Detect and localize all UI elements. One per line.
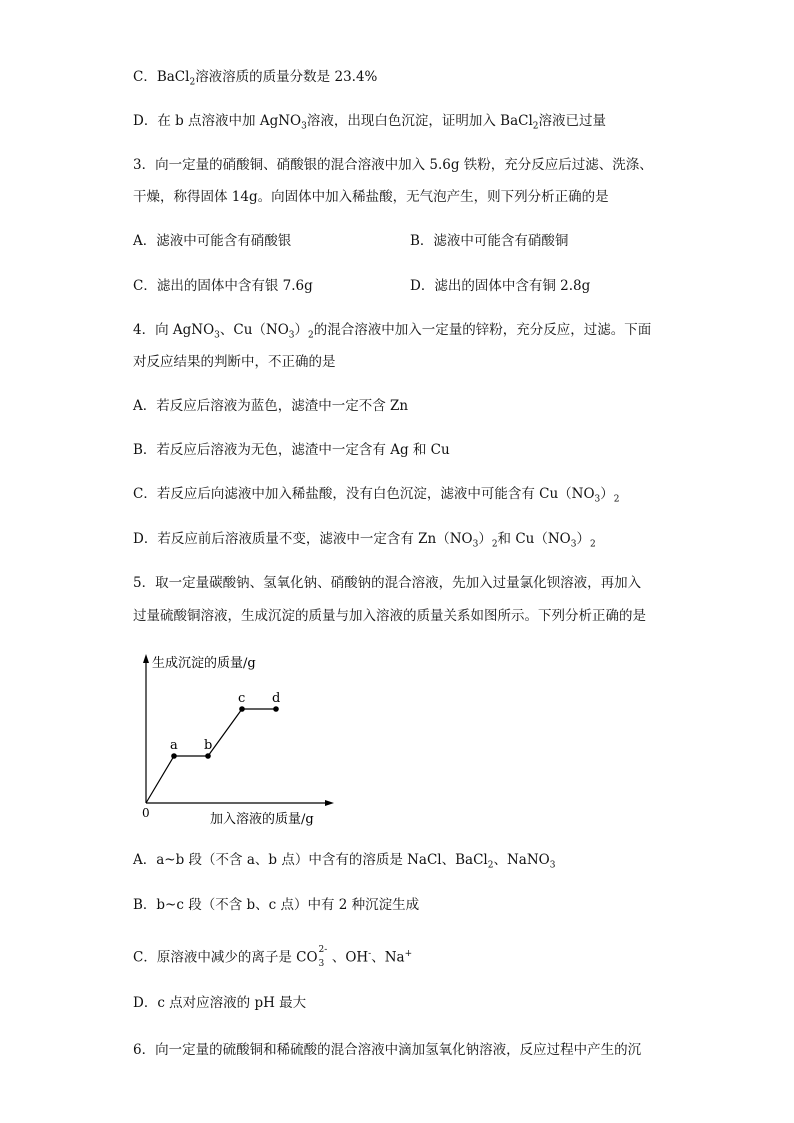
q5-option-d: D．c 点对应溶液的 pH 最大 [133, 995, 307, 1011]
q4-text: 4．向 AgNO [133, 322, 215, 338]
q2-option-d [133, 112, 606, 136]
q5-stem-line1: 5．取一定量碳酸钠、氢氧化钠、硝酸钠的混合溶液，先加入过量氯化钡溶液，再加入 [133, 575, 642, 591]
q4-option-d-text: D．若反应前后溶液质量不变，滤液中一定含有 Zn（NO [133, 531, 473, 547]
point-b [205, 753, 211, 759]
q4-text: 的混合溶液中加入一定量的锌粉，充分反应，过滤。下面 [313, 322, 652, 338]
subscript: 3 [549, 860, 556, 871]
q2-option-c [133, 68, 377, 92]
q4-option-a: A．若反应后溶液为蓝色，滤渣中一定不含 Zn [133, 398, 409, 414]
y-axis-label: 生成沉淀的质量/g [152, 656, 256, 671]
subscript: 3 [301, 121, 307, 132]
q2-option-c-text: C．BaCl [133, 69, 190, 85]
q4-option-d-text4: ） [576, 531, 590, 547]
point-a [171, 753, 177, 759]
subscript: 2 [308, 330, 314, 341]
point-label-b: b [204, 738, 213, 753]
q4-option-c-text: C．若反应后向滤液中加入稀盐酸，没有白色沉淀，滤液中可能含有 Cu（NO [133, 486, 595, 502]
q3-option-a: A．滤液中可能含有硝酸银 [133, 233, 292, 249]
point-label-d: d [272, 691, 281, 706]
superscript: + [404, 949, 413, 959]
subscript: 2 [589, 539, 596, 550]
q2-option-d-text2: 溶液，出现白色沉淀，证明加入 BaCl [306, 113, 533, 129]
q5-option-c [133, 945, 412, 967]
q4-stem-line1 [133, 321, 651, 345]
q4-option-d-text2: ） [478, 531, 492, 547]
q5-option-a [133, 851, 555, 875]
y-axis-arrow-icon [143, 654, 149, 663]
q4-stem-line2: 对反应结果的判断中，不正确的是 [133, 354, 336, 370]
q5-option-a-text2: 、NaNO [493, 852, 550, 868]
origin-label: 0 [142, 806, 150, 820]
point-c [239, 706, 245, 712]
q6-stem-line1: 6．向一定量的硫酸铜和稀硫酸的混合溶液中滴加氢氧化钠溶液，反应过程中产生的沉 [133, 1042, 642, 1058]
point-label-a: a [170, 738, 178, 753]
q4-option-d [133, 530, 596, 554]
q5-option-c-text3: 、Na [371, 949, 405, 966]
subscript: 2 [532, 121, 539, 132]
q5-stem-line2: 过量硫酸铜溶液，生成沉淀的质量与加入溶液的质量关系如图所示。下列分析正确的是 [133, 608, 646, 624]
subscript: 3 [594, 494, 601, 505]
subscript: 2 [487, 860, 494, 871]
q4-option-b: B．若反应后溶液为无色，滤渣中一定含有 Ag 和 Cu [133, 442, 450, 458]
q2-option-d-text3: 溶液已过量 [538, 113, 607, 129]
subscript: 3 [318, 958, 325, 969]
ion-script [318, 944, 328, 969]
q5-option-c-text: C．原溶液中减少的离子是 CO [133, 949, 318, 966]
x-axis-label: 加入溶液的质量/g [210, 812, 314, 827]
superscript: - [368, 949, 372, 959]
subscript: 2 [189, 77, 196, 88]
q3-option-b: B．滤液中可能含有硝酸铜 [410, 233, 569, 249]
q2-option-c-text2: 溶液溶质的质量分数是 23.4% [195, 69, 378, 85]
superscript: 2- [318, 944, 328, 955]
q5-option-b: B．b~c 段（不含 b、c 点）中有 2 种沉淀生成 [133, 897, 420, 913]
q4-option-c [133, 485, 620, 509]
q3-stem-line1: 3．向一定量的硝酸铜、硝酸银的混合溶液中加入 5.6g 铁粉，充分反应后过滤、洗涤、 [133, 157, 653, 173]
point-label-c: c [238, 691, 246, 706]
point-d [273, 706, 279, 712]
q3-stem-line2: 干燥，称得固体 14g。向固体中加入稀盐酸，无气泡产生，则下列分析正确的是 [133, 189, 609, 205]
q5-option-c-text2: 、OH [327, 949, 369, 966]
q2-option-d-text: D．在 b 点溶液中加 AgNO [133, 113, 302, 129]
subscript: 3 [288, 330, 295, 341]
subscript: 3 [214, 330, 220, 341]
series-line [146, 709, 276, 803]
x-axis-arrow-icon [325, 800, 334, 806]
subscript: 3 [570, 539, 577, 550]
subscript: 3 [472, 539, 479, 550]
q4-option-d-text3: 和 Cu（NO [497, 531, 571, 547]
q5-chart [130, 648, 340, 828]
subscript: 2 [491, 539, 498, 550]
q3-option-d: D．滤出的固体中含有铜 2.8g [410, 278, 591, 294]
q5-option-a-text: A．a~b 段（不含 a、b 点）中含有的溶质是 NaCl、BaCl [133, 852, 488, 868]
q4-text: ） [294, 322, 309, 338]
subscript: 2 [613, 494, 620, 505]
q4-text: 、Cu（NO [219, 322, 289, 338]
q4-option-c-text2: ） [600, 486, 614, 502]
q3-option-c: C．滤出的固体中含有银 7.6g [133, 278, 313, 294]
